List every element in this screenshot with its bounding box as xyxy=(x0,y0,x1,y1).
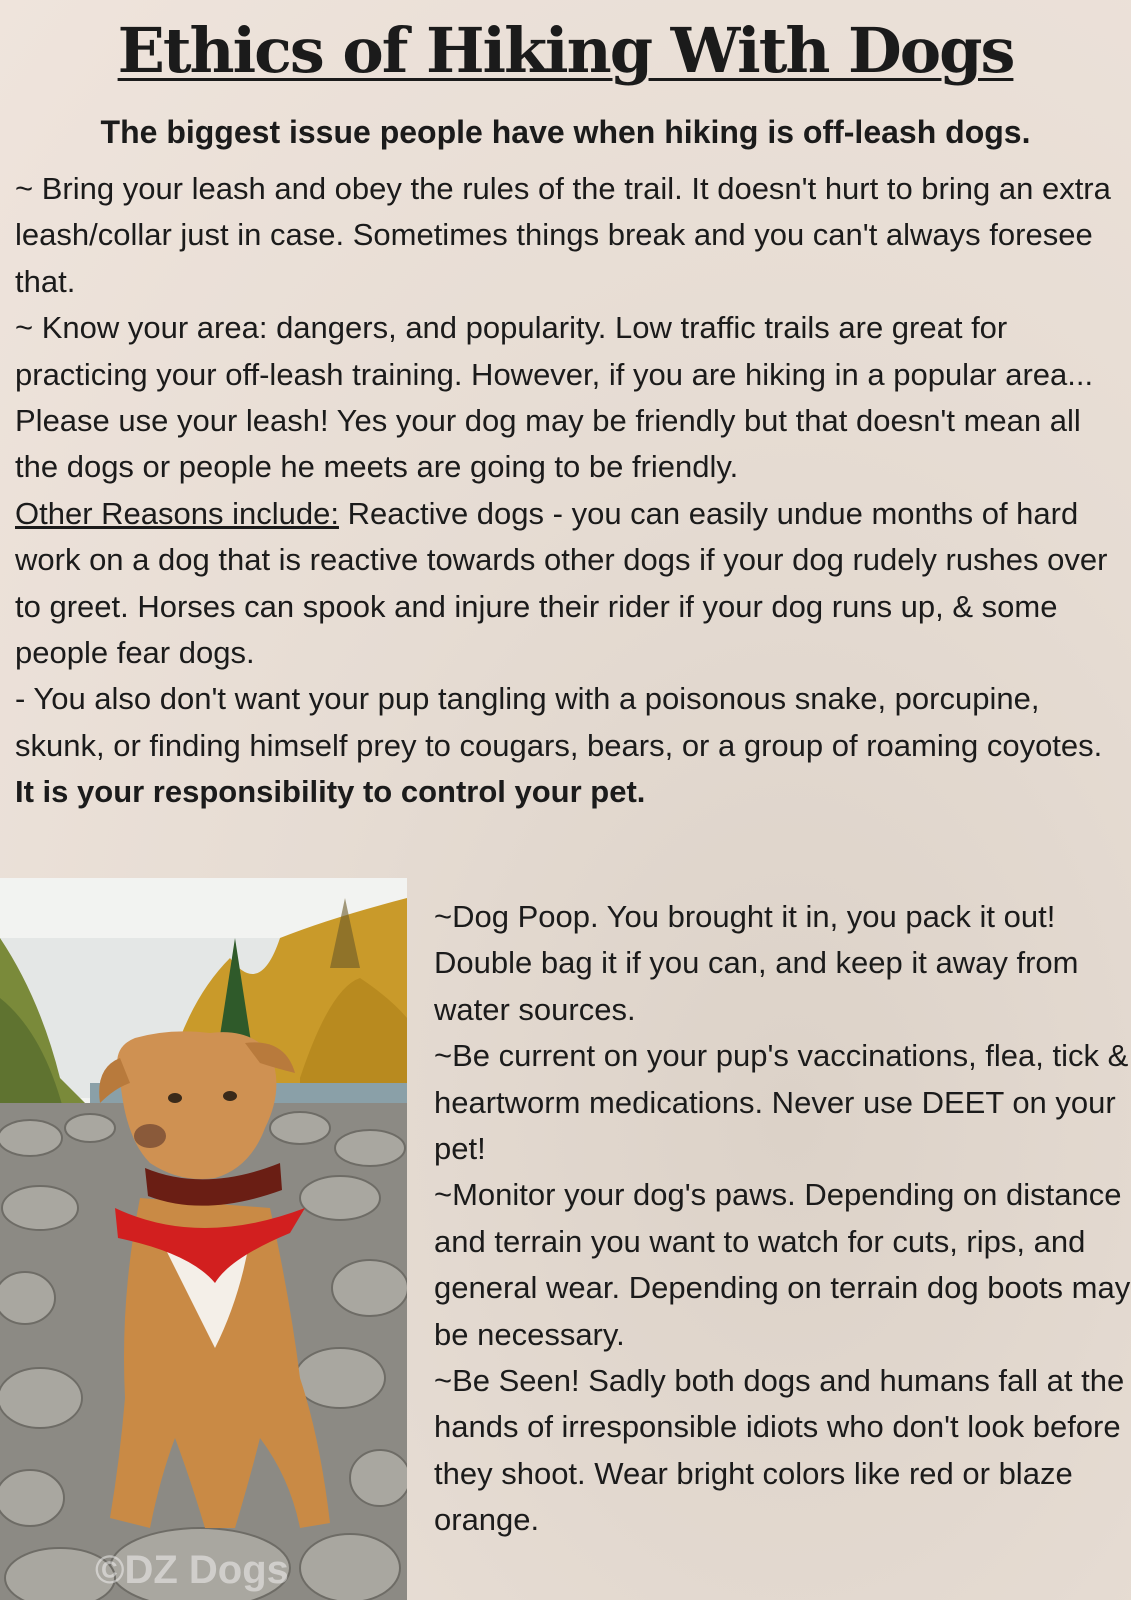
photo-watermark: ©DZ Dogs xyxy=(95,1548,289,1592)
paragraph-be-seen: ~Be Seen! Sadly both dogs and humans fall at the hands of irresponsible idiots who don't look before they shoot. Wear bright colors like red or blaze orange. xyxy=(434,1363,1125,1538)
paragraph-wildlife: - You also don't want your pup tangling with a poisonous snake, porcupine, skunk, or finding himself prey to cougars, bears, or a group of roaming coyotes. xyxy=(15,681,1103,763)
paragraph-vaccinations: ~Be current on your pup's vaccinations, flea, tick & heartworm medications. Never use DEET on your pet! xyxy=(434,1038,1129,1167)
paragraph-leash: ~ Bring your leash and obey the rules of the trail. It doesn't hurt to bring an extra leash/collar just in case. Sometimes things break and you can't always foresee that. xyxy=(15,171,1111,299)
paragraph-responsibility: It is your responsibility to control your pet. xyxy=(15,774,646,810)
paragraph-dog-poop: ~Dog Poop. You brought it in, you pack it out! Double bag it if you can, and keep it away from water sources. xyxy=(434,899,1079,1027)
lower-text-block xyxy=(434,894,1131,1544)
dog-photo-illustration xyxy=(0,878,407,1600)
other-reasons-text: Reactive dogs - you can easily undue months of hard work on a dog that is reactive towards other dogs if your dog rudely rushes over to greet. Horses can spook and injure their rider if your dog runs up, & some people fear dogs. xyxy=(15,495,1108,671)
subtitle: The biggest issue people have when hiking is off-leash dogs. xyxy=(100,114,1031,150)
page-title: Ethics of Hiking With Dogs xyxy=(117,14,1014,87)
paragraph-paws: ~Monitor your dog's paws. Depending on distance and terrain you want to watch for cuts, rips, and general wear. Depending on terrain dog boots may be necessary. xyxy=(434,1177,1131,1352)
paragraph-other-reasons xyxy=(15,491,1127,677)
dog-photo xyxy=(0,878,407,1600)
paragraph-know-area: ~ Know your area: dangers, and popularity. Low traffic trails are great for practicing your off-leash training. However, if you are hiking in a popular area... Please use your leash! Yes your dog may be friendly but that doesn't mean all the dogs or people he meets are going to be friendly. xyxy=(15,310,1094,485)
other-reasons-lead: Other Reasons include: xyxy=(15,495,339,531)
upper-text-block xyxy=(15,166,1127,816)
